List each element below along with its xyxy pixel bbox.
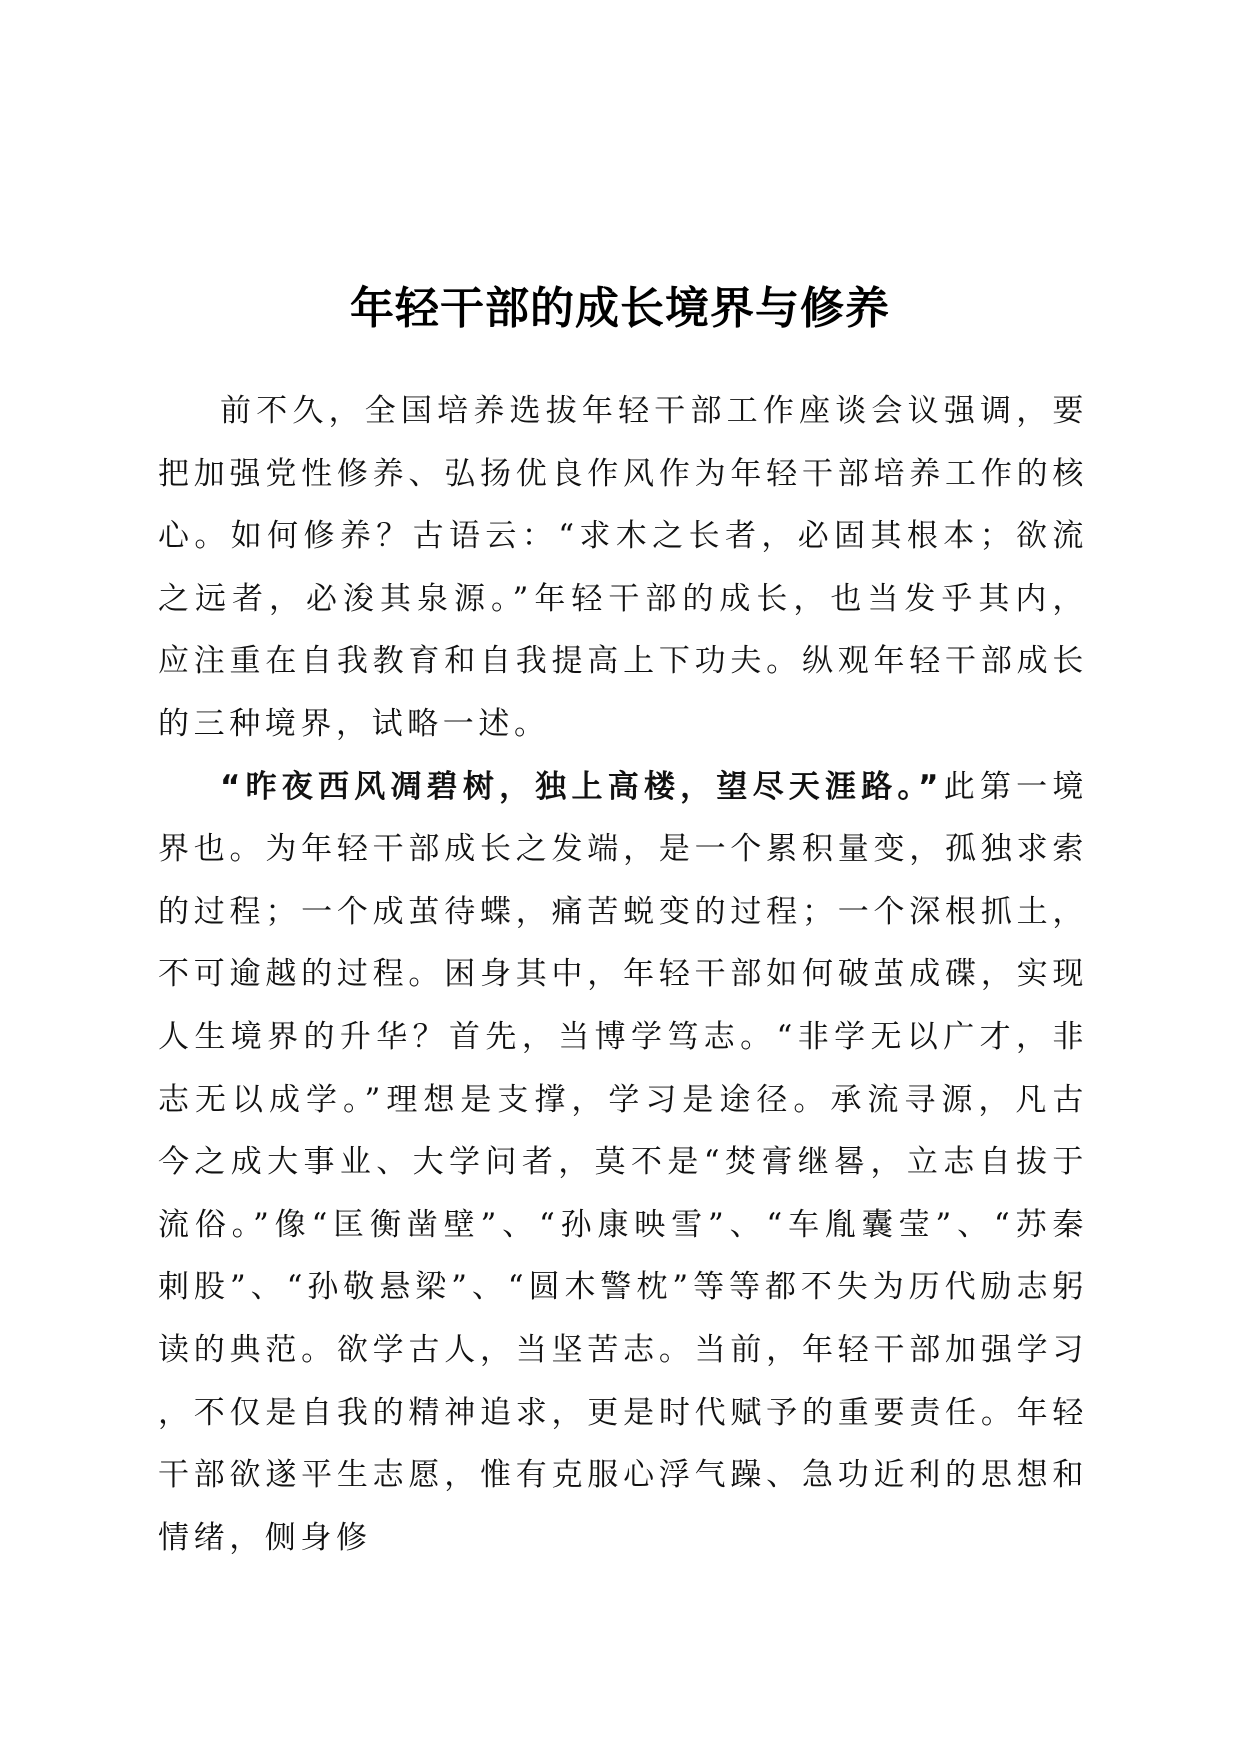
- paragraph-first-realm-text: 此第一境界也。为年轻干部成长之发端，是一个累积量变，孤独求索的过程；一个成茧待蝶，痛苦蜕变的过程；一个深根抓土，不可逾越的过程。困身其中，年轻干部如何破茧成碟，实现人生境界的升华？首先，当博学笃志。“非学无以广才，非志无以成学。”理想是支撑，学习是途径。承流寻源，凡古今之成大事业、大学问者，莫不是“焚膏继晷，立志自拔于流俗。”像“匡衡凿壁”、“孙康映雪”、“车胤囊莹”、“苏秦刺股”、“孙敬悬梁”、“圆木警枕”等等都不失为历代励志躬读的典范。欲学古人，当坚苦志。当前，年轻干部加强学习，不仅是自我的精神追求，更是时代赋予的重要责任。年轻干部欲遂平生志愿，惟有克服心浮气躁、急功近利的思想和情绪，侧身修: [158, 768, 1088, 1556]
- bold-poem-quote: “昨夜西风凋碧树，独上高楼，望尽天涯路。”: [220, 768, 944, 805]
- document-body: [158, 380, 1088, 1569]
- paragraph-first-realm: [158, 756, 1088, 1570]
- document-title: 年轻干部的成长境界与修养: [350, 283, 890, 335]
- paragraph-intro: 前不久，全国培养选拔年轻干部工作座谈会议强调，要把加强党性修养、弘扬优良作风作为年轻干部培养工作的核心。如何修养？古语云：“求木之长者，必固其根本；欲流之远者，必浚其泉源。”年轻干部的成长，也当发乎其内，应注重在自我教育和自我提高上下功夫。纵观年轻干部成长的三种境界，试略一述。: [158, 393, 1088, 742]
